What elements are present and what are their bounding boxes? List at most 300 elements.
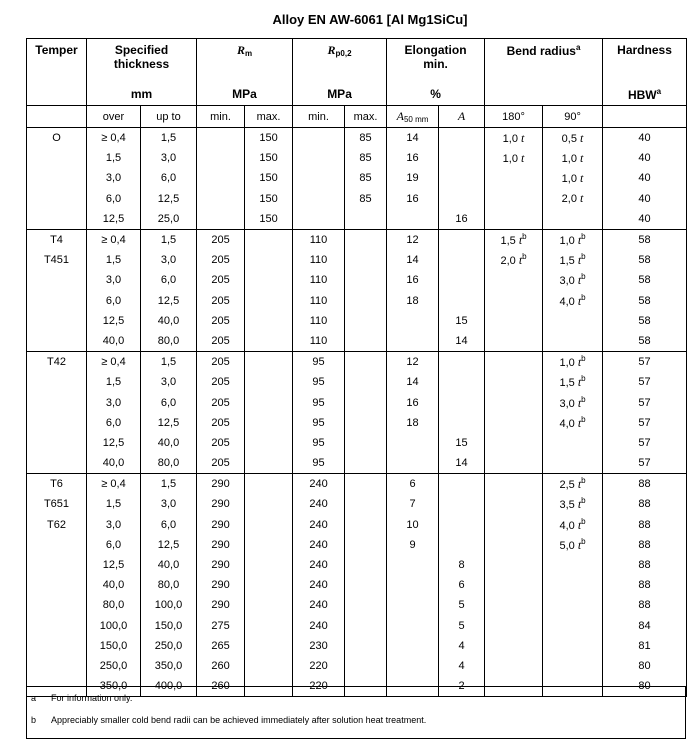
cell-a: 5 [439,595,485,615]
cell-hbw: 80 [603,656,687,676]
cell-a [439,270,485,290]
bend-thickness-symbol: t [580,150,584,165]
header-a: A [439,106,485,128]
cell-over: 1,5 [87,250,141,270]
cell-a: 8 [439,555,485,575]
cell-rm-max [245,270,293,290]
cell-b180 [485,616,543,636]
cell-a50 [387,209,439,230]
cell-rp-min: 240 [293,616,345,636]
cell-a50: 19 [387,168,439,188]
cell-hbw: 88 [603,474,687,495]
cell-a50: 6 [387,474,439,495]
header-thickness-unit: mm [87,83,197,106]
header-bend: Bend radius$^a$ [485,39,603,84]
cell-temper [27,595,87,615]
cell-rp-max [345,331,387,352]
cell-rp-max [345,656,387,676]
cell-b90: 1,0 t [543,148,603,168]
cell-rp-min: 95 [293,372,345,392]
table-row [27,515,687,535]
bend-thickness-symbol: t [521,130,525,145]
cell-rp-max: 85 [345,168,387,188]
cell-a50 [387,595,439,615]
cell-temper [27,413,87,433]
cell-over: 250,0 [87,656,141,676]
cell-over: 80,0 [87,595,141,615]
cell-a [439,392,485,412]
cell-a [439,474,485,495]
header-rp-unit: MPa [293,83,387,106]
cell-hbw: 88 [603,595,687,615]
table-row [27,250,687,270]
cell-upto: 12,5 [141,189,197,209]
footnote-b: b Appreciably smaller cold bend radii can be achieved immediately after solution heat treatment. [31,715,427,725]
cell-upto: 1,5 [141,128,197,149]
cell-rp-min: 95 [293,453,345,474]
cell-rm-max [245,311,293,331]
header-thickness: Specified thickness [87,39,197,84]
header-rm-unit: MPa [197,83,293,106]
cell-rp-min: 95 [293,352,345,373]
cell-over: ≥ 0,4 [87,474,141,495]
cell-rm-max [245,352,293,373]
cell-a: 15 [439,311,485,331]
table-row [27,616,687,636]
cell-b180 [485,474,543,495]
cell-rm-min: 205 [197,413,245,433]
bend-thickness-symbol: t [577,375,582,390]
cell-upto: 40,0 [141,311,197,331]
cell-upto: 40,0 [141,433,197,453]
cell-rp-min [293,148,345,168]
table-row [27,392,687,412]
cell-temper [27,168,87,188]
table-row [27,575,687,595]
footnote-mark: b [581,536,586,546]
cell-b180 [485,291,543,311]
cell-a: 2 [439,676,485,697]
cell-upto: 3,0 [141,148,197,168]
cell-b180 [485,453,543,474]
cell-over: 6,0 [87,291,141,311]
cell-rm-max [245,494,293,514]
cell-rp-max [345,535,387,555]
cell-rp-max [345,595,387,615]
cell-b90: 2,5 $t^b$ [543,474,603,495]
cell-upto: 350,0 [141,656,197,676]
cell-a50: 18 [387,291,439,311]
cell-temper: T62 [27,515,87,535]
cell-rm-min [197,148,245,168]
cell-b180 [485,311,543,331]
cell-b180 [485,168,543,188]
cell-hbw: 58 [603,291,687,311]
cell-upto: 80,0 [141,453,197,474]
cell-rp-max: 85 [345,128,387,149]
cell-upto: 100,0 [141,595,197,615]
cell-rm-min: 290 [197,515,245,535]
cell-rp-min [293,128,345,149]
cell-temper [27,616,87,636]
cell-a [439,128,485,149]
cell-rm-max [245,595,293,615]
bend-thickness-symbol: t [577,395,582,410]
cell-temper [27,656,87,676]
cell-temper [27,555,87,575]
cell-rm-max [245,291,293,311]
cell-a50 [387,331,439,352]
bend-thickness-symbol: t [577,537,582,552]
page-title: Alloy EN AW-6061 [Al Mg1SiCu] [272,12,468,27]
cell-a: 15 [439,433,485,453]
cell-over: 1,5 [87,372,141,392]
cell-rm-min: 290 [197,474,245,495]
cell-over: 6,0 [87,189,141,209]
header-hardness: Hardness [603,39,687,84]
cell-upto: 400,0 [141,676,197,697]
properties-table [26,38,687,697]
cell-rp-max [345,270,387,290]
cell-a50: 7 [387,494,439,514]
cell-rp-min: 110 [293,291,345,311]
cell-temper: T451 [27,250,87,270]
cell-a: 14 [439,453,485,474]
cell-rp-min: 240 [293,595,345,615]
cell-b90 [543,433,603,453]
cell-rm-max [245,250,293,270]
cell-b90 [543,656,603,676]
header-over: over [87,106,141,128]
cell-a: 14 [439,331,485,352]
footnote-mark: b [581,414,586,424]
cell-rp-max [345,311,387,331]
cell-hbw: 80 [603,676,687,697]
cell-a50: 18 [387,413,439,433]
header-rm: $R_m$ [197,39,293,84]
cell-over: 6,0 [87,535,141,555]
cell-rm-min: 275 [197,616,245,636]
cell-b90: 4,0 $t^b$ [543,291,603,311]
cell-b180 [485,555,543,575]
cell-rm-min: 290 [197,555,245,575]
cell-rp-max [345,209,387,230]
cell-rp-max [345,250,387,270]
cell-hbw: 57 [603,433,687,453]
table-row [27,535,687,555]
cell-rm-max: 150 [245,168,293,188]
cell-rp-min: 240 [293,535,345,555]
cell-b90: 0,5 t [543,128,603,149]
cell-hbw: 88 [603,494,687,514]
cell-rm-max [245,474,293,495]
cell-temper [27,636,87,656]
cell-temper [27,433,87,453]
cell-b180 [485,656,543,676]
cell-rp-min: 240 [293,575,345,595]
cell-b90: 2,0 t [543,189,603,209]
cell-b180 [485,515,543,535]
header-upto: up to [141,106,197,128]
header-hardness-blank [603,106,687,128]
cell-rm-max: 150 [245,148,293,168]
cell-rm-min [197,168,245,188]
footnote-mark: b [522,232,527,242]
cell-hbw: 57 [603,372,687,392]
cell-over: 3,0 [87,168,141,188]
cell-over: 100,0 [87,616,141,636]
cell-over: 1,5 [87,494,141,514]
cell-a50: 16 [387,148,439,168]
cell-upto: 6,0 [141,515,197,535]
cell-temper [27,575,87,595]
table-row [27,331,687,352]
cell-hbw: 88 [603,575,687,595]
cell-hbw: 57 [603,453,687,474]
cell-rm-max [245,636,293,656]
cell-rm-min: 205 [197,392,245,412]
cell-rm-min [197,189,245,209]
cell-a50: 14 [387,250,439,270]
cell-rm-max [245,555,293,575]
header-rp-max: max. [345,106,387,128]
cell-hbw: 58 [603,331,687,352]
cell-over: 150,0 [87,636,141,656]
cell-b180 [485,636,543,656]
footnote-mark: b [581,476,586,486]
cell-rm-min: 205 [197,433,245,453]
footnote-mark: b [581,394,586,404]
cell-b90 [543,555,603,575]
header-hardness-unit: HBW$^a$ [603,83,687,106]
cell-rm-max [245,656,293,676]
cell-temper [27,291,87,311]
cell-a50 [387,433,439,453]
cell-rp-max [345,291,387,311]
cell-rm-max [245,575,293,595]
footnote-mark: b [581,272,586,282]
cell-a [439,229,485,250]
cell-rp-min: 240 [293,515,345,535]
cell-upto: 1,5 [141,229,197,250]
footnote-mark: b [581,232,586,242]
cell-rp-max: 85 [345,189,387,209]
cell-rm-max [245,453,293,474]
cell-a: 4 [439,636,485,656]
cell-over: 3,0 [87,515,141,535]
cell-b180 [485,209,543,230]
cell-temper [27,331,87,352]
cell-rp-max [345,453,387,474]
cell-hbw: 40 [603,168,687,188]
table-row [27,229,687,250]
cell-rp-max [345,555,387,575]
cell-b90: 1,0 t [543,168,603,188]
cell-a50: 16 [387,392,439,412]
cell-upto: 150,0 [141,616,197,636]
cell-rp-min: 95 [293,413,345,433]
cell-rp-max [345,433,387,453]
cell-a: 16 [439,209,485,230]
cell-rp-max [345,229,387,250]
bend-thickness-symbol: t [521,150,525,165]
cell-over: 3,0 [87,392,141,412]
footnotes [26,686,686,739]
cell-a [439,291,485,311]
cell-temper [27,311,87,331]
cell-rp-min: 110 [293,331,345,352]
table-row [27,595,687,615]
cell-over: 40,0 [87,453,141,474]
bend-thickness-symbol: t [580,191,584,206]
cell-hbw: 57 [603,352,687,373]
header-bend-blank [485,83,603,106]
table-row [27,656,687,676]
cell-b180: 1,5 $t^b$ [485,229,543,250]
table-body [27,128,687,697]
cell-rm-max: 150 [245,189,293,209]
bend-thickness-symbol: t [577,477,582,492]
cell-temper [27,392,87,412]
cell-a [439,372,485,392]
cell-a [439,250,485,270]
cell-rp-max [345,515,387,535]
cell-upto: 6,0 [141,392,197,412]
cell-upto: 1,5 [141,352,197,373]
cell-rp-max [345,352,387,373]
cell-b90: 1,0 $t^b$ [543,229,603,250]
cell-upto: 25,0 [141,209,197,230]
cell-temper [27,535,87,555]
cell-rm-max [245,413,293,433]
cell-a50: 16 [387,189,439,209]
cell-a: 5 [439,616,485,636]
cell-b90 [543,595,603,615]
cell-hbw: 58 [603,311,687,331]
table-row [27,555,687,575]
cell-over: ≥ 0,4 [87,128,141,149]
cell-hbw: 88 [603,515,687,535]
cell-a50: 9 [387,535,439,555]
cell-over: 40,0 [87,331,141,352]
cell-rm-max [245,515,293,535]
cell-rm-min [197,209,245,230]
cell-upto: 3,0 [141,250,197,270]
cell-upto: 40,0 [141,555,197,575]
cell-a [439,535,485,555]
cell-b90: 1,5 $t^b$ [543,250,603,270]
header-bend-90: 90° [543,106,603,128]
cell-rp-min: 110 [293,229,345,250]
cell-rm-max [245,535,293,555]
cell-upto: 1,5 [141,474,197,495]
cell-temper: T42 [27,352,87,373]
cell-a50: 12 [387,352,439,373]
cell-hbw: 84 [603,616,687,636]
cell-rm-min: 205 [197,311,245,331]
cell-b90: 3,0 $t^b$ [543,270,603,290]
header-a50: $A_{50 mm}$ [387,106,439,128]
cell-rm-min: 205 [197,331,245,352]
cell-rm-min: 290 [197,575,245,595]
header-bend-180: 180° [485,106,543,128]
cell-rp-max [345,372,387,392]
bend-thickness-symbol: t [577,293,582,308]
cell-over: 12,5 [87,209,141,230]
cell-a [439,494,485,514]
cell-upto: 12,5 [141,535,197,555]
cell-over: ≥ 0,4 [87,352,141,373]
table-row [27,636,687,656]
cell-rp-min: 110 [293,270,345,290]
cell-rm-max [245,392,293,412]
cell-rm-min: 260 [197,656,245,676]
cell-b90: 3,5 $t^b$ [543,494,603,514]
cell-a50 [387,575,439,595]
cell-upto: 6,0 [141,270,197,290]
cell-upto: 80,0 [141,575,197,595]
bend-thickness-symbol: t [580,130,584,145]
cell-b180 [485,494,543,514]
cell-a50: 16 [387,270,439,290]
cell-b90 [543,311,603,331]
cell-hbw: 40 [603,148,687,168]
bend-thickness-symbol: t [518,253,523,268]
cell-a50: 12 [387,229,439,250]
cell-rp-min: 220 [293,656,345,676]
table-row [27,372,687,392]
cell-rm-min: 205 [197,453,245,474]
table-row [27,209,687,230]
cell-temper [27,453,87,474]
cell-upto: 12,5 [141,291,197,311]
cell-temper [27,148,87,168]
cell-rp-min: 240 [293,474,345,495]
cell-hbw: 58 [603,250,687,270]
cell-upto: 3,0 [141,494,197,514]
cell-upto: 6,0 [141,168,197,188]
cell-over: 350,0 [87,676,141,697]
table-row [27,311,687,331]
cell-over: 40,0 [87,575,141,595]
cell-b180 [485,413,543,433]
cell-over: 1,5 [87,148,141,168]
bend-thickness-symbol: t [580,170,584,185]
cell-rm-min: 290 [197,494,245,514]
table-row [27,189,687,209]
cell-rp-min: 240 [293,555,345,575]
cell-temper [27,372,87,392]
cell-b90: 3,0 $t^b$ [543,392,603,412]
header-elong-unit: % [387,83,485,106]
cell-a [439,352,485,373]
footnote-mark: b [522,252,527,262]
cell-temper: T4 [27,229,87,250]
cell-rp-min [293,168,345,188]
cell-hbw: 58 [603,229,687,250]
cell-hbw: 58 [603,270,687,290]
header-rm-max: max. [245,106,293,128]
footnote-a: a For information only. [31,693,133,703]
cell-rm-min: 260 [197,676,245,697]
cell-temper: O [27,128,87,149]
cell-rm-min: 205 [197,352,245,373]
cell-b180 [485,352,543,373]
header-temper-blank [27,106,87,128]
cell-rp-max: 85 [345,148,387,168]
cell-hbw: 40 [603,209,687,230]
cell-upto: 80,0 [141,331,197,352]
